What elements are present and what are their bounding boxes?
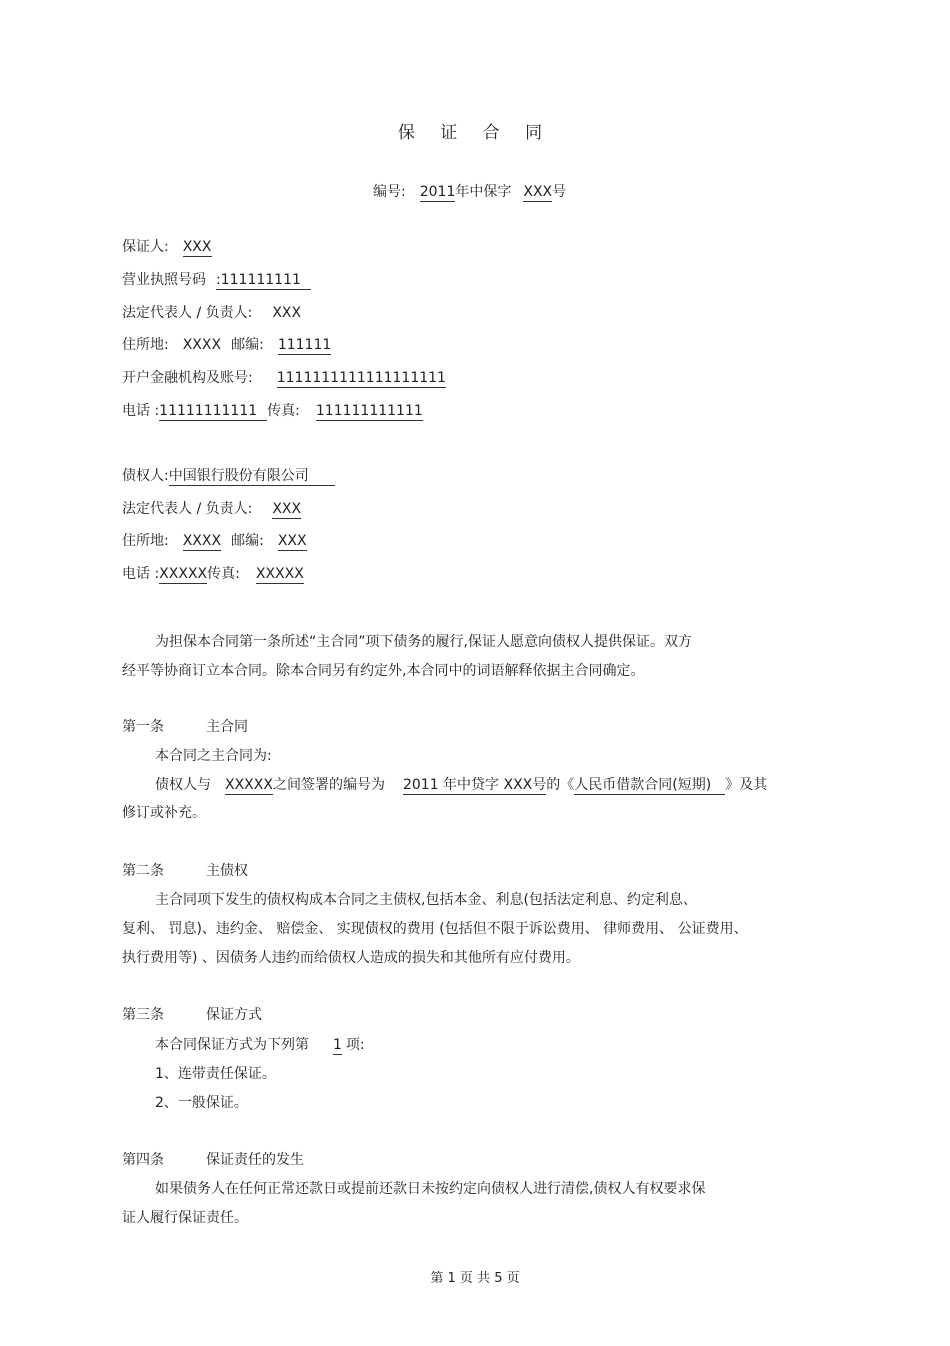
guarantor-name: XXX xyxy=(182,239,212,255)
guarantor-bank-account: 1111111111111111111 xyxy=(276,370,446,386)
article-3-selected-item: 1 xyxy=(333,1037,342,1053)
article-2-heading: 第二条 主债权 xyxy=(122,863,248,879)
intro-line-2: 经平等协商订立本合同。除本合同另有约定外,本合同中的词语解释依据主合同确定。 xyxy=(122,663,645,679)
article-3-line-1: 本合同保证方式为下列第 1 项: xyxy=(155,1037,365,1053)
article-1-party: XXXXX xyxy=(225,777,273,793)
guarantor-phone-row: 电话 :11111111111 传真: 111111111111 xyxy=(122,403,423,419)
creditor-rep-row: 法定代表人 / 负责人: XXX xyxy=(122,501,302,517)
creditor-rep: XXX xyxy=(272,501,302,517)
guarantor-address: XXXX xyxy=(182,337,222,353)
article-2-line-2: 复利、 罚息)、违约金、 赔偿金、 实现债权的费用 (包括但不限于诉讼费用、 律师费用、 公证费用、 xyxy=(122,921,748,937)
article-2-line-1: 主合同项下发生的债权构成本合同之主债权,包括本金、利息(包括法定利息、约定利息、 xyxy=(155,892,697,908)
article-4-line-1: 如果债务人在任何正常还款日或提前还款日未按约定向债权人进行清偿,债权人有权要求保 xyxy=(155,1181,706,1197)
number-code: XXX xyxy=(523,184,553,200)
guarantor-fax: 111111111111 xyxy=(315,403,423,419)
creditor-name-row: 债权人:中国银行股份有限公司 xyxy=(122,467,335,485)
creditor-fax: XXXXX xyxy=(255,566,304,582)
article-1-p2: 债权人与 XXXXX之间签署的编号为 2011 年中贷字 XXX号的《人民币借款合同(短期) 》及其 xyxy=(155,777,768,793)
page-footer: 第 1 页 共 5 页 xyxy=(430,1271,520,1286)
intro-line-1: 为担保本合同第一条所述“主合同”项下债务的履行,保证人愿意向债权人提供保证。双方 xyxy=(155,634,692,650)
article-1-contract-no: 2011 年中贷字 XXX号 xyxy=(402,777,547,793)
creditor-address: XXXX xyxy=(182,533,222,549)
guarantor-license: :111111111 xyxy=(216,272,311,290)
guarantor-license-row: 营业执照号码 :111111111 xyxy=(122,271,311,289)
guarantor-rep: XXX xyxy=(272,305,302,321)
guarantor-postcode: 111111 xyxy=(277,337,332,353)
creditor-phone-row: 电话 :XXXXX传真: XXXXX xyxy=(122,566,304,582)
guarantor-phone: 11111111111 xyxy=(159,403,267,421)
creditor-name: 中国银行股份有限公司 xyxy=(169,468,335,486)
document-title: 保 证 合 同 xyxy=(397,123,553,143)
article-1-heading: 第一条 主合同 xyxy=(122,719,248,735)
creditor-postcode: XXX xyxy=(277,533,307,549)
article-1-contract-name: 人民币借款合同(短期) xyxy=(574,777,725,795)
guarantor-rep-row: 法定代表人 / 负责人: XXX xyxy=(122,305,302,321)
guarantor-bank-row: 开户金融机构及账号: 1111111111111111111 xyxy=(122,370,446,386)
article-3-option-2: 2、一般保证。 xyxy=(155,1095,248,1111)
article-1-p3: 修订或补充。 xyxy=(122,805,206,821)
guarantor-name-row: 保证人: XXX xyxy=(122,239,212,255)
creditor-address-row: 住所地: XXXX 邮编: XXX xyxy=(122,533,307,549)
article-3-heading: 第三条 保证方式 xyxy=(122,1007,262,1023)
creditor-phone: XXXXX xyxy=(159,566,208,582)
article-4-heading: 第四条 保证责任的发生 xyxy=(122,1152,304,1168)
guarantor-address-row: 住所地: XXXX 邮编: 111111 xyxy=(122,337,332,353)
contract-number: 编号: 2011年中保字 XXX号 xyxy=(373,184,567,200)
article-4-line-2: 证人履行保证责任。 xyxy=(122,1210,248,1226)
number-year: 2011 xyxy=(419,184,456,200)
article-2-line-3: 执行费用等) 、因债务人违约而给债权人造成的损失和其他所有应付费用。 xyxy=(122,950,580,966)
article-3-option-1: 1、连带责任保证。 xyxy=(155,1066,276,1082)
article-1-p1: 本合同之主合同为: xyxy=(155,748,272,764)
